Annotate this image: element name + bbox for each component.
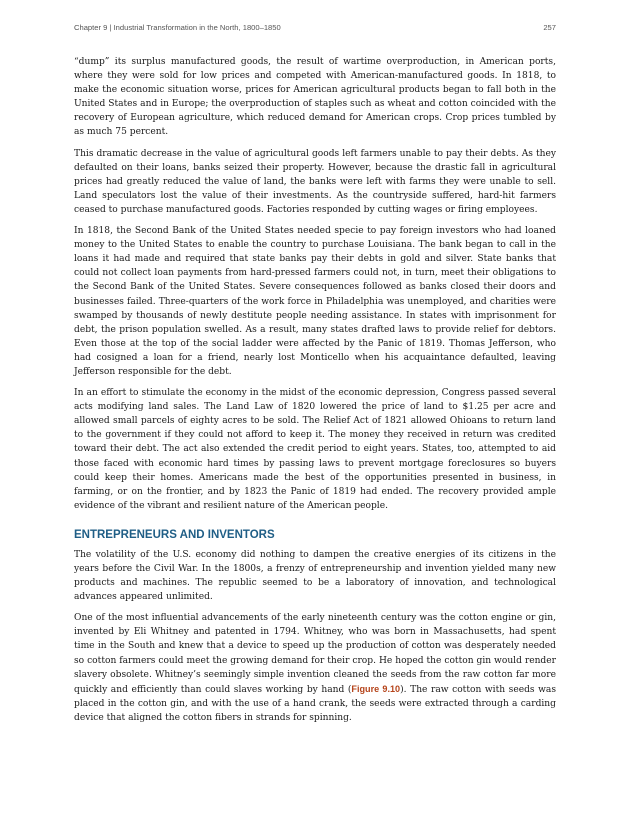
page-number: 257: [543, 23, 556, 32]
section-heading: ENTREPRENEURS AND INVENTORS: [74, 528, 275, 541]
paragraph-land-law: In an effort to stimulate the economy in the midst of the economic depression, Congress passed several acts modifying land sales. The Land Law of 1820 lowered the price of land to $1.25 per acre and allowed small parcels of eighty acres to be sold. The Relief Act of 1821 allowed Ohioans to return land to the government if they could not afford to keep it. The money they received in return was credited toward their debt. The act also extended the credit period to eight years. States, too, attempted to aid those faced with economic hard times by passing laws to prevent mortgage foreclosures so buyers could keep their homes. Americans made the best of the opportunities presented in business, in farming, or on the frontier, and by 1823 the Panic of 1819 had ended. The recovery provided ample evidence of the vibrant and resilient nature of the American people.: [74, 388, 556, 511]
chapter-heading: [74, 23, 281, 32]
paragraph-cotton-gin-text-start: One of the most influential advancements of the early nineteenth century was the cotton engine or gin, invented by Eli Whitney and patented in 1794. Whitney, who was born in Massachusetts, had spent time in the South and knew that a device to speed up the production of cotton was desperately needed so cotton farmers could meet the growing demand for their crop. He hoped the cotton gin would render slavery obsolete. Whitney’s seemingly simple invention cleaned the seeds from the raw cotton far more quickly and efficiently than could slaves working by hand (: [74, 613, 556, 695]
paragraph-second-bank: In 1818, the Second Bank of the United States needed specie to pay foreign investors who had loaned money to the United States to enable the country to purchase Louisiana. The bank began to call in the loans it had made and required that state banks pay their debts in gold and silver. State banks that could not collect loan payments from hard-pressed farmers could not, in turn, meet their obligations to the Second Bank of the United States. Severe consequences followed as banks closed their doors and businesses failed. Three-quarters of the work force in Philadelphia was unemployed, and charities were swamped by thousands of newly destitute people needing assistance. In states with imprisonment for debt, the prison population swelled. As a result, many states drafted laws to provide relief for debtors. Even those at the top of the social ladder were affected by the Panic of 1819. Thomas Jefferson, who had cosigned a loan for a friend, nearly lost Monticello when his acquaintance defaulted, leaving Jefferson responsible for the debt.: [74, 226, 556, 377]
paragraph-cotton-gin: [74, 611, 556, 725]
body-text: [74, 55, 556, 732]
paragraph-farm-debts: This dramatic decrease in the value of agricultural goods left farmers unable to pay their debts. As they defaulted on their loans, banks seized their property. However, because the drastic fall in agricultural prices had greatly reduced the value of land, the banks were left with farms they were unable to sell. Land speculators lost the value of their investments. As the countryside suffered, hard-hit farmers ceased to purchase manufactured goods. Factories responded by cutting wages or firing employees.: [74, 148, 556, 215]
chapter-title: Industrial Transformation in the North, 1800–1850: [113, 23, 281, 32]
running-header: [74, 23, 556, 35]
figure-link[interactable]: Figure 9.10: [351, 683, 401, 694]
header-separator: |: [107, 23, 114, 32]
paragraph-volatility: The volatility of the U.S. economy did nothing to dampen the creative energies of its citizens in the years before the Civil War. In the 1800s, a frenzy of entrepreneurship and invention yielded many new products and machines. The republic seemed to be a laboratory of innovation, and technological advances appeared unlimited.: [74, 549, 556, 603]
paragraph-cotton-gin-text-end: ). The raw cotton with seeds was placed in the cotton gin, and with the use of a hand crank, the seeds were extracted through a carding device that aligned the cotton fibers in strands for spinning.: [74, 684, 557, 723]
chapter-label: Chapter 9: [74, 23, 108, 32]
paragraph-continuation: “dump” its surplus manufactured goods, the result of wartime overproduction, in American ports, where they were sold for low prices and competed with American-manufactured goods. In 1818, to make the economic situation worse, prices for American agricultural products began to fall both in the United States and in Europe; the overproduction of staples such as wheat and cotton coincided with the recovery of European agriculture, which reduced demand for American crops. Crop prices tumbled by as much 75 percent.: [74, 57, 556, 138]
